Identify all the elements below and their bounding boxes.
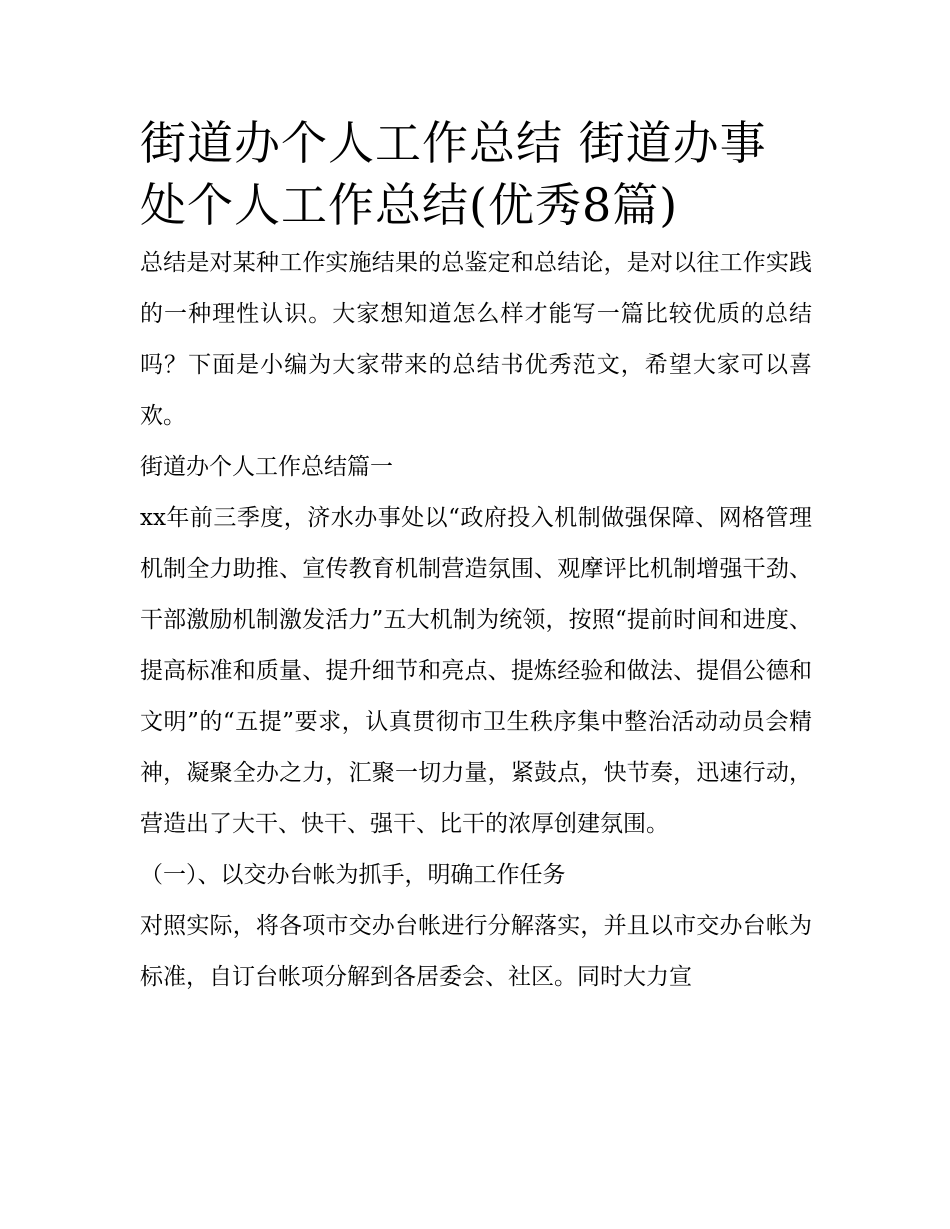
subheading-1: （一）、以交办台帐为抓手，明确工作任务 [140,862,566,888]
document-title: 街道办个人工作总结 街道办事处个人工作总结(优秀8篇) [140,116,767,232]
intro-paragraph: 总结是对某种工作实施结果的总鉴定和总结论，是对以往工作实践的一种理性认识。大家想知道怎么样才能写一篇比较优质的总结吗？下面是小编为大家带来的总结书优秀范文，希望大家可以喜欢。 [140,250,812,429]
body-paragraph-1: xx年前三季度，济水办事处以“政府投入机制做强保障、网格管理机制全力助推、宣传教育机制营造氛围、观摩评比机制增强干劲、干部激励机制激发活力”五大机制为统领，按照“提前时间和进度、提高标准和质量、提升细节和亮点、提炼经验和做法、提倡公德和文明”的“五提”要求，认真贯彻市卫生秩序集中整治活动动员会精神，凝聚全办之力，汇聚一切力量，紧鼓点，快节奏，迅速行动，营造出了大干、快干、强干、比干的浓厚创建氛围。 [140,505,812,837]
document-page [140,112,812,1003]
body-paragraph-2: 对照实际，将各项市交办台帐进行分解落实，并且以市交办台帐为标准，自订台帐项分解到各居委会、社区。同时大力宣 [140,913,812,990]
section-title: 街道办个人工作总结篇一 [140,454,393,480]
